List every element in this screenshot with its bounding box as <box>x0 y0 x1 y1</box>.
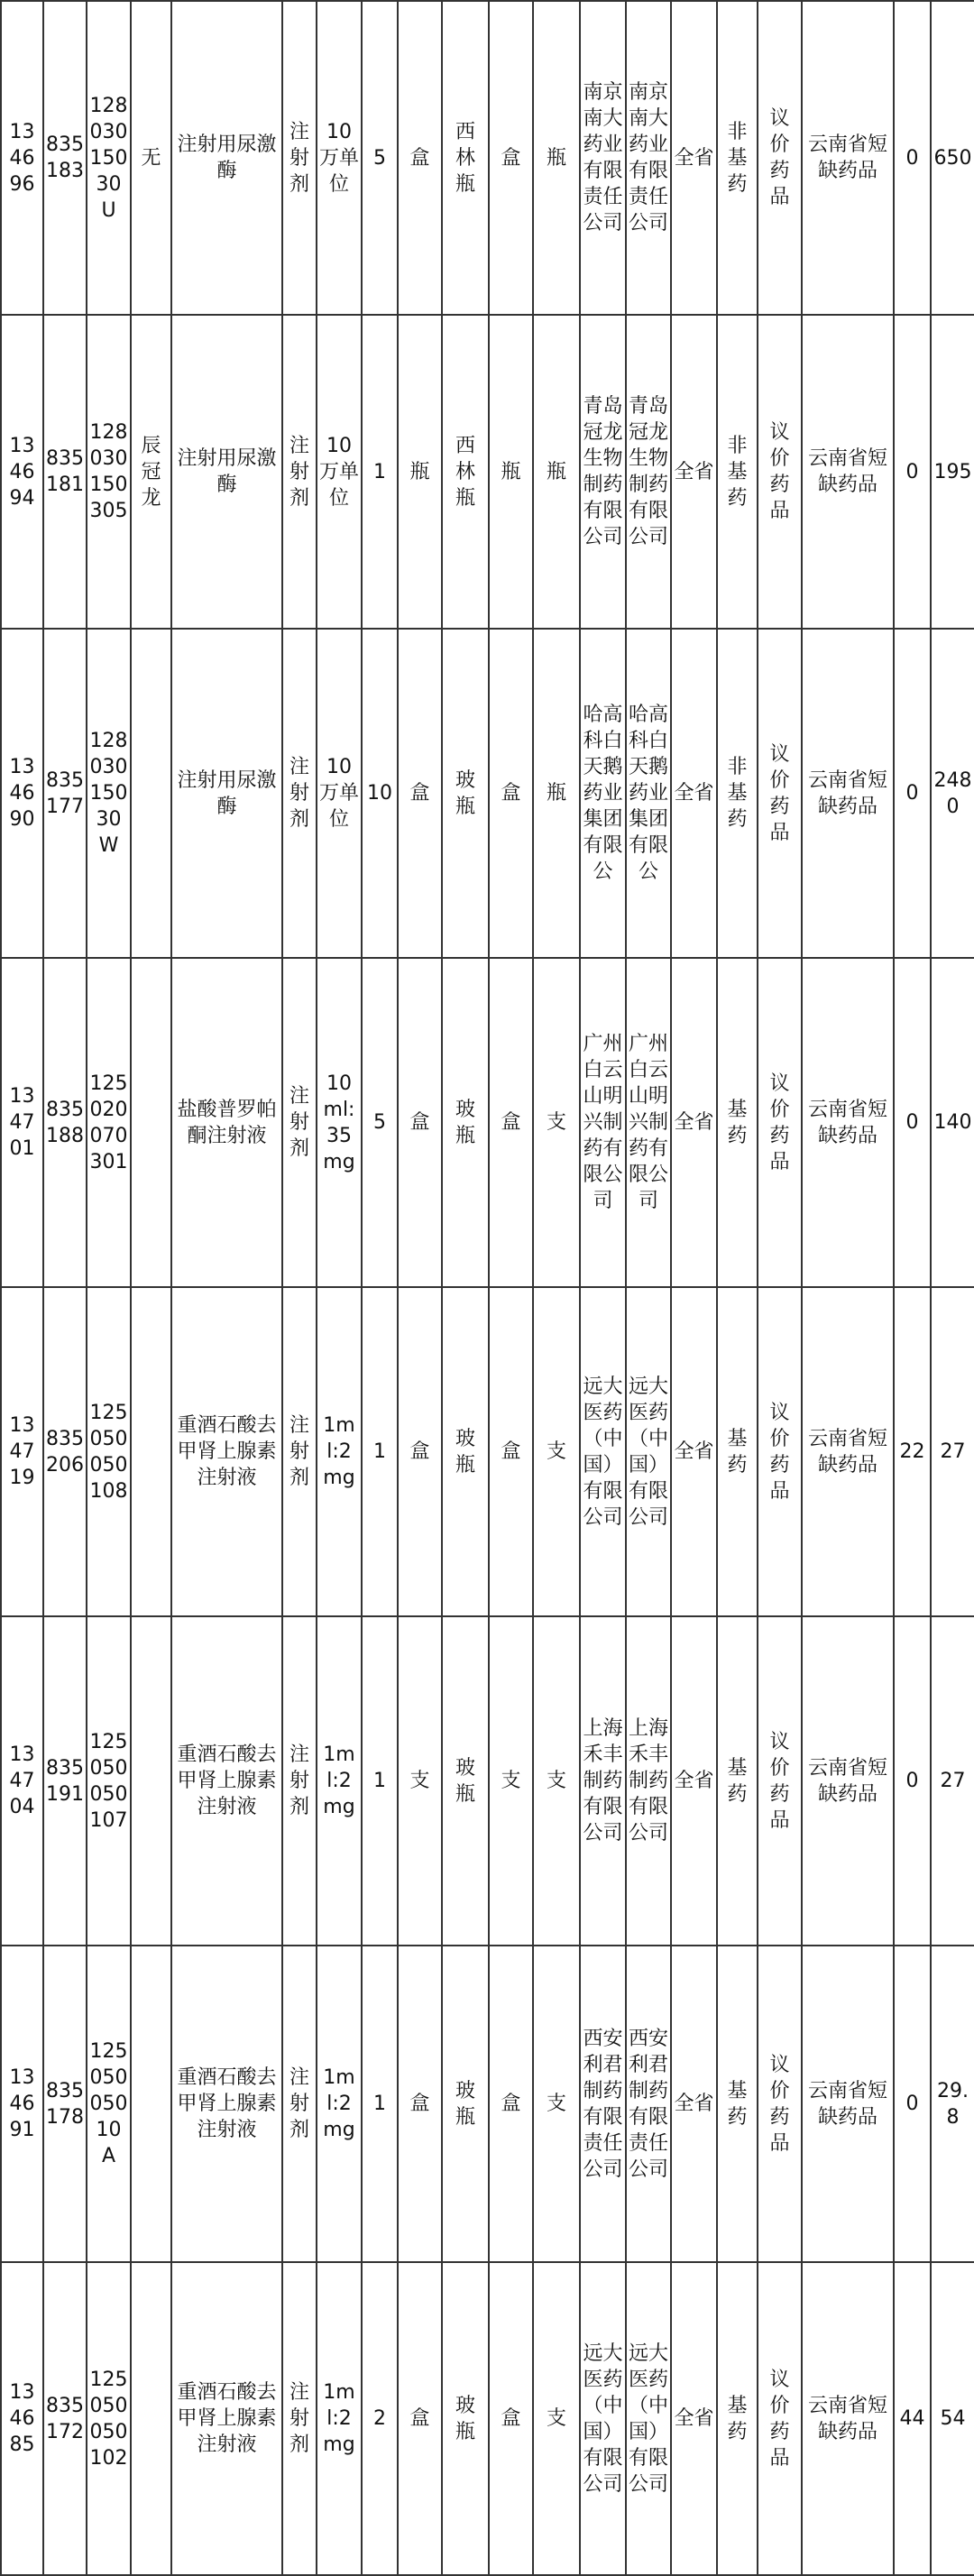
table-row <box>1 1946 974 2262</box>
cell-id: 134696 <box>1 1 43 315</box>
cell-unit: 盒 <box>398 2262 442 2575</box>
cell-producer: 南京南大药业有限责任公司 <box>580 1 626 315</box>
cell-quantity: 5 <box>362 1 398 315</box>
cell-drug-name: 注射用尿激酶 <box>171 1 282 315</box>
cell-code: 835178 <box>43 1946 87 2262</box>
cell-category: 云南省短缺药品 <box>802 629 894 958</box>
cell-dosage-form: 注射剂 <box>282 2262 317 2575</box>
cell-base-drug: 基药 <box>717 1946 758 2262</box>
cell-brand <box>131 1616 171 1946</box>
cell-region: 全省 <box>671 958 717 1287</box>
cell-category: 云南省短缺药品 <box>802 1 894 315</box>
cell-pack-unit: 盒 <box>489 958 533 1287</box>
cell-category: 云南省短缺药品 <box>802 1287 894 1616</box>
cell-brand <box>131 1946 171 2262</box>
cell-pack-material: 玻瓶 <box>442 958 489 1287</box>
cell-base-drug: 基药 <box>717 958 758 1287</box>
cell-applicant: 南京南大药业有限责任公司 <box>626 1 671 315</box>
cell-spec: 1ml:2mg <box>317 1287 362 1616</box>
cell-unit: 盒 <box>398 1287 442 1616</box>
cell-value-2: 140 <box>931 958 974 1287</box>
cell-category: 云南省短缺药品 <box>802 1946 894 2262</box>
cell-code: 835188 <box>43 958 87 1287</box>
cell-spec: 10万单位 <box>317 629 362 958</box>
cell-drug-name: 重酒石酸去甲肾上腺素注射液 <box>171 2262 282 2575</box>
cell-id: 134691 <box>1 1946 43 2262</box>
cell-reg-number: 125020070301 <box>87 958 131 1287</box>
cell-value-2: 27 <box>931 1616 974 1946</box>
cell-value-2: 195 <box>931 315 974 629</box>
cell-price-type: 议价药品 <box>758 629 802 958</box>
cell-category: 云南省短缺药品 <box>802 315 894 629</box>
cell-drug-name: 注射用尿激酶 <box>171 315 282 629</box>
cell-min-unit: 瓶 <box>533 1 580 315</box>
cell-pack-material: 玻瓶 <box>442 629 489 958</box>
cell-value-1: 0 <box>894 1946 931 2262</box>
cell-producer: 哈高科白天鹅药业集团有限公 <box>580 629 626 958</box>
cell-reg-number: 125050050102 <box>87 2262 131 2575</box>
cell-spec: 1ml:2mg <box>317 1946 362 2262</box>
cell-reg-number: 12505005010A <box>87 1946 131 2262</box>
cell-price-type: 议价药品 <box>758 315 802 629</box>
cell-code: 835181 <box>43 315 87 629</box>
table-row <box>1 1287 974 1616</box>
cell-base-drug: 非基药 <box>717 629 758 958</box>
cell-dosage-form: 注射剂 <box>282 629 317 958</box>
cell-value-1: 0 <box>894 1 931 315</box>
cell-min-unit: 支 <box>533 1616 580 1946</box>
cell-base-drug: 非基药 <box>717 315 758 629</box>
cell-value-1: 0 <box>894 629 931 958</box>
cell-drug-name: 重酒石酸去甲肾上腺素注射液 <box>171 1287 282 1616</box>
cell-pack-material: 玻瓶 <box>442 1287 489 1616</box>
cell-brand: 辰冠龙 <box>131 315 171 629</box>
cell-spec: 1ml:2mg <box>317 1616 362 1946</box>
cell-applicant: 远大医药（中国）有限公司 <box>626 1287 671 1616</box>
cell-pack-material: 玻瓶 <box>442 2262 489 2575</box>
cell-base-drug: 基药 <box>717 2262 758 2575</box>
cell-applicant: 西安利君制药有限责任公司 <box>626 1946 671 2262</box>
cell-unit: 盒 <box>398 629 442 958</box>
cell-reg-number: 128030150305 <box>87 315 131 629</box>
cell-reg-number: 12803015030W <box>87 629 131 958</box>
cell-drug-name: 重酒石酸去甲肾上腺素注射液 <box>171 1616 282 1946</box>
cell-value-1: 0 <box>894 315 931 629</box>
cell-producer: 广州白云山明兴制药有限公司 <box>580 958 626 1287</box>
table-row <box>1 1616 974 1946</box>
cell-code: 835172 <box>43 2262 87 2575</box>
cell-brand <box>131 958 171 1287</box>
table-row <box>1 315 974 629</box>
cell-id: 134685 <box>1 2262 43 2575</box>
cell-pack-unit: 盒 <box>489 1287 533 1616</box>
cell-reg-number: 125050050107 <box>87 1616 131 1946</box>
cell-brand <box>131 1287 171 1616</box>
cell-applicant: 广州白云山明兴制药有限公司 <box>626 958 671 1287</box>
cell-producer: 远大医药（中国）有限公司 <box>580 2262 626 2575</box>
cell-value-2: 54 <box>931 2262 974 2575</box>
cell-id: 134719 <box>1 1287 43 1616</box>
cell-id: 134704 <box>1 1616 43 1946</box>
cell-pack-material: 玻瓶 <box>442 1616 489 1946</box>
cell-pack-unit: 盒 <box>489 1 533 315</box>
cell-code: 835177 <box>43 629 87 958</box>
cell-quantity: 1 <box>362 1287 398 1616</box>
table-row <box>1 629 974 958</box>
cell-region: 全省 <box>671 315 717 629</box>
cell-dosage-form: 注射剂 <box>282 1287 317 1616</box>
cell-drug-name: 注射用尿激酶 <box>171 629 282 958</box>
cell-dosage-form: 注射剂 <box>282 1616 317 1946</box>
cell-price-type: 议价药品 <box>758 1616 802 1946</box>
cell-min-unit: 瓶 <box>533 629 580 958</box>
cell-spec: 10万单位 <box>317 1 362 315</box>
cell-min-unit: 支 <box>533 1287 580 1616</box>
cell-price-type: 议价药品 <box>758 2262 802 2575</box>
cell-region: 全省 <box>671 629 717 958</box>
cell-quantity: 1 <box>362 1616 398 1946</box>
cell-base-drug: 基药 <box>717 1616 758 1946</box>
cell-reg-number: 12803015030U <box>87 1 131 315</box>
cell-value-1: 0 <box>894 958 931 1287</box>
table-row <box>1 2262 974 2575</box>
cell-pack-unit: 瓶 <box>489 315 533 629</box>
cell-quantity: 2 <box>362 2262 398 2575</box>
cell-region: 全省 <box>671 1946 717 2262</box>
cell-applicant: 哈高科白天鹅药业集团有限公 <box>626 629 671 958</box>
cell-unit: 瓶 <box>398 315 442 629</box>
cell-quantity: 5 <box>362 958 398 1287</box>
cell-producer: 上海禾丰制药有限公司 <box>580 1616 626 1946</box>
cell-quantity: 10 <box>362 629 398 958</box>
cell-unit: 盒 <box>398 1946 442 2262</box>
cell-code: 835191 <box>43 1616 87 1946</box>
cell-id: 134690 <box>1 629 43 958</box>
cell-producer: 西安利君制药有限责任公司 <box>580 1946 626 2262</box>
cell-category: 云南省短缺药品 <box>802 1616 894 1946</box>
cell-unit: 盒 <box>398 1 442 315</box>
cell-applicant: 青岛冠龙生物制药有限公司 <box>626 315 671 629</box>
cell-pack-unit: 盒 <box>489 1946 533 2262</box>
cell-applicant: 上海禾丰制药有限公司 <box>626 1616 671 1946</box>
cell-price-type: 议价药品 <box>758 1287 802 1616</box>
cell-code: 835183 <box>43 1 87 315</box>
cell-pack-unit: 盒 <box>489 629 533 958</box>
cell-producer: 青岛冠龙生物制药有限公司 <box>580 315 626 629</box>
cell-base-drug: 基药 <box>717 1287 758 1616</box>
cell-unit: 盒 <box>398 958 442 1287</box>
cell-value-2: 650 <box>931 1 974 315</box>
cell-pack-material: 玻瓶 <box>442 1946 489 2262</box>
cell-base-drug: 非基药 <box>717 1 758 315</box>
cell-value-1: 0 <box>894 1616 931 1946</box>
cell-price-type: 议价药品 <box>758 1 802 315</box>
cell-category: 云南省短缺药品 <box>802 958 894 1287</box>
cell-min-unit: 瓶 <box>533 315 580 629</box>
cell-spec: 1ml:2mg <box>317 2262 362 2575</box>
cell-dosage-form: 注射剂 <box>282 315 317 629</box>
cell-quantity: 1 <box>362 315 398 629</box>
cell-reg-number: 125050050108 <box>87 1287 131 1616</box>
table-row <box>1 1 974 315</box>
cell-brand: 无 <box>131 1 171 315</box>
cell-code: 835206 <box>43 1287 87 1616</box>
cell-region: 全省 <box>671 1287 717 1616</box>
cell-category: 云南省短缺药品 <box>802 2262 894 2575</box>
cell-spec: 10万单位 <box>317 315 362 629</box>
cell-drug-name: 重酒石酸去甲肾上腺素注射液 <box>171 1946 282 2262</box>
cell-producer: 远大医药（中国）有限公司 <box>580 1287 626 1616</box>
cell-quantity: 1 <box>362 1946 398 2262</box>
cell-pack-material: 西林瓶 <box>442 1 489 315</box>
table-row <box>1 958 974 1287</box>
cell-drug-name: 盐酸普罗帕酮注射液 <box>171 958 282 1287</box>
cell-region: 全省 <box>671 1 717 315</box>
cell-value-2: 2480 <box>931 629 974 958</box>
cell-brand <box>131 629 171 958</box>
cell-region: 全省 <box>671 2262 717 2575</box>
cell-dosage-form: 注射剂 <box>282 1 317 315</box>
cell-min-unit: 支 <box>533 1946 580 2262</box>
cell-min-unit: 支 <box>533 958 580 1287</box>
cell-price-type: 议价药品 <box>758 1946 802 2262</box>
cell-value-1: 22 <box>894 1287 931 1616</box>
cell-dosage-form: 注射剂 <box>282 958 317 1287</box>
cell-applicant: 远大医药（中国）有限公司 <box>626 2262 671 2575</box>
cell-value-2: 29.8 <box>931 1946 974 2262</box>
cell-region: 全省 <box>671 1616 717 1946</box>
cell-price-type: 议价药品 <box>758 958 802 1287</box>
cell-id: 134701 <box>1 958 43 1287</box>
cell-brand <box>131 2262 171 2575</box>
cell-pack-unit: 支 <box>489 1616 533 1946</box>
cell-value-1: 44 <box>894 2262 931 2575</box>
cell-pack-material: 西林瓶 <box>442 315 489 629</box>
cell-value-2: 27 <box>931 1287 974 1616</box>
cell-pack-unit: 盒 <box>489 2262 533 2575</box>
cell-id: 134694 <box>1 315 43 629</box>
cell-dosage-form: 注射剂 <box>282 1946 317 2262</box>
cell-unit: 支 <box>398 1616 442 1946</box>
cell-min-unit: 支 <box>533 2262 580 2575</box>
cell-spec: 10ml:35mg <box>317 958 362 1287</box>
